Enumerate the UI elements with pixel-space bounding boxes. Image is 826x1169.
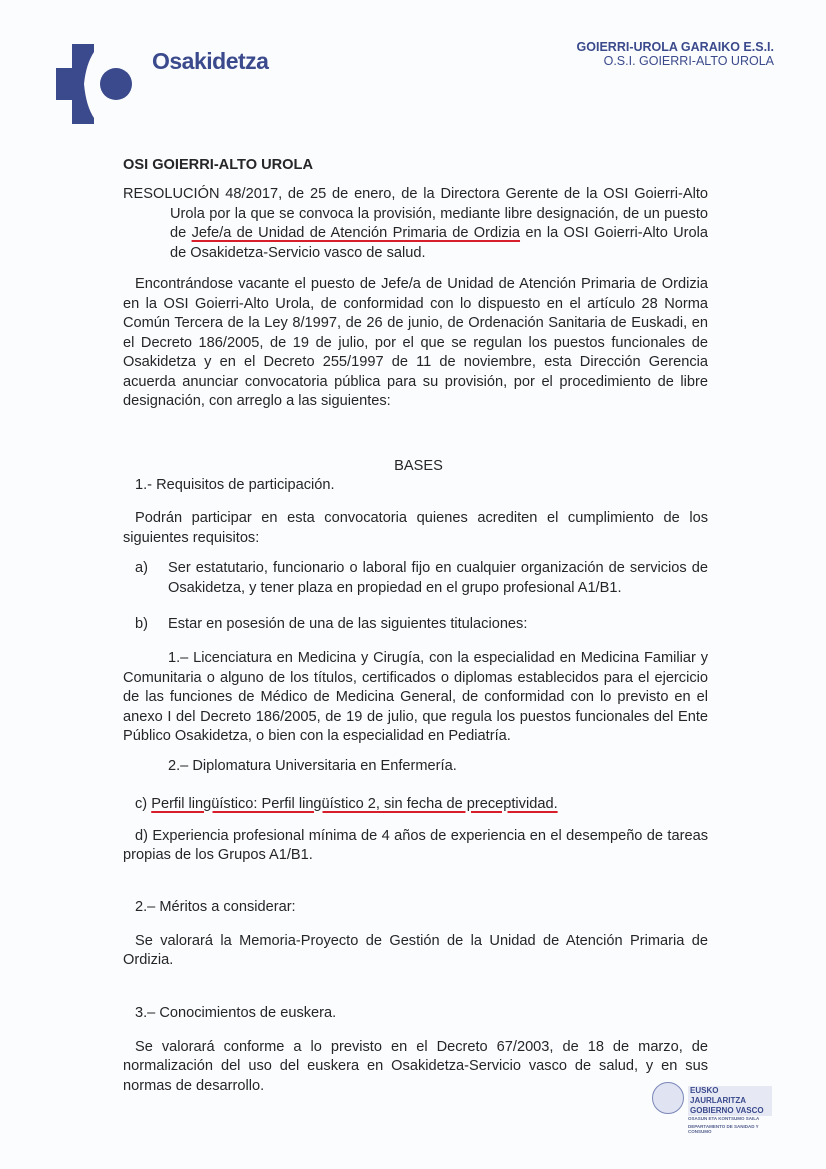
osakidetza-logo-icon <box>56 44 136 124</box>
section-3-title: 3.– Conocimientos de euskera. <box>135 1004 337 1021</box>
org-line-basque: GOIERRI-UROLA GARAIKO E.S.I. <box>576 40 774 54</box>
section-3-text: Se valorará conforme a lo previsto en el Decreto 67/2003, de 18 de marzo, de normalización del uso del euskera en Osakidetza-Servicio vasco de salud, y en sus normas de desarrollo. <box>123 1038 708 1094</box>
item-b1-text: 1.– Licenciatura en Medicina y Cirugía, con la especialidad en Medicina Familiar y Comunitaria o alguno de los títulos, certificados o diplomas establecidos para el ejercicio de las funciones de Médico de Medicina General, de conformidad con lo previsto en el anexo I del Decreto 186/2005, de 19 de julio, que regula los puestos funcionales del Ente Público Osakidetza, o bien con la especialidad en Pediatría. <box>123 650 708 744</box>
section-1-title: 1.- Requisitos de participación. <box>135 477 335 493</box>
item-a <box>123 559 708 598</box>
seal-dept-1: OSASUN ETA KONTSUMO SAILA <box>688 1116 760 1121</box>
item-d-text: d) Experiencia profesional mínima de 4 años de experiencia en el desempeño de tareas propias de los Grupos A1/B1. <box>123 827 708 863</box>
coat-of-arms-icon <box>652 1082 684 1114</box>
item-a-label: a) <box>135 560 148 576</box>
seal-title <box>688 1086 772 1116</box>
document-body <box>123 156 708 1096</box>
seal-department <box>688 1116 772 1135</box>
item-a-text: Ser estatutario, funcionario o laboral fijo en cualquier organización de servicios de Osakidetza, y tener plaza en propiedad en el grupo profesional A1/B1. <box>168 560 708 596</box>
item-b <box>123 615 708 635</box>
seal-line-1: EUSKO JAURLARITZA <box>690 1086 746 1105</box>
item-b-label: b) <box>135 616 148 632</box>
seal-line-2: GOBIERNO VASCO <box>690 1106 764 1115</box>
item-c-text-underlined: Perfil lingüístico: Perfil lingüístico 2, sin fecha de preceptividad. <box>151 795 558 812</box>
item-b2-text: 2.– Diplomatura Universitaria en Enfermería. <box>168 757 457 774</box>
item-b-text: Estar en posesión de una de las siguientes titulaciones: <box>168 616 528 632</box>
seal-dept-2: DEPARTAMENTO DE SANIDAD Y CONSUMO <box>688 1123 759 1134</box>
position-title-underlined: Jefe/a de Unidad de Atención Primaria de Ordizia <box>191 225 521 241</box>
section-2-text: Se valorará la Memoria-Proyecto de Gestión de la Unidad de Atención Primaria de Ordizia. <box>123 932 708 968</box>
resolution-text-end: en la OSI Goierri-Alto Urola de Osakidetza-Servicio vasco de salud. <box>170 225 708 261</box>
document-heading: OSI GOIERRI-ALTO UROLA <box>123 157 313 173</box>
org-line-spanish: O.S.I. GOIERRI-ALTO UROLA <box>603 54 774 68</box>
basque-government-seal <box>652 1082 772 1152</box>
section-1-intro: Podrán participar en esta convocatoria quienes acrediten el cumplimiento de los siguientes requisitos: <box>123 510 708 546</box>
section-2-title: 2.– Méritos a considerar: <box>135 898 296 915</box>
brand-name: Osakidetza <box>152 48 269 74</box>
intro-paragraph: Encontrándose vacante el puesto de Jefe/a de Unidad de Atención Primaria de Ordizia en la OSI Goierri-Alto Urola, de conformidad con lo dispuesto en el artículo 28 Norma Común Tercera de la Ley 8/1997, de 26 de junio, de Ordenación Sanitaria de Euskadi, en el Decreto 186/2005, de 19 de julio, por el que se regulan los puestos funcionales de Osakidetza y en el Decreto 255/1997 de 11 de noviembre, esta Dirección Gerencia acuerda anunciar convocatoria pública para su provisión, por el procedimiento de libre designación, con arreglo a las siguientes: <box>123 276 708 409</box>
resolution-text: RESOLUCIÓN 48/2017, de 25 de enero, de la Directora Gerente de la OSI Goierri-Alto Urola por la que se convoca la provisión, mediante libre designación, de un puesto de <box>123 186 708 241</box>
item-c-label: c) <box>135 795 152 812</box>
bases-heading: BASES <box>394 457 443 474</box>
organization-header <box>577 40 774 68</box>
resolution-title <box>123 185 708 263</box>
item-c <box>123 795 708 815</box>
